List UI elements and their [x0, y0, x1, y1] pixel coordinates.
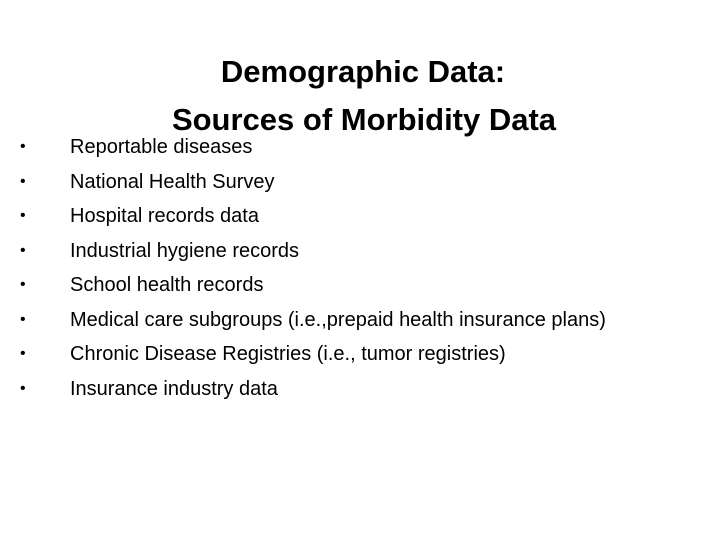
bullet-text: Industrial hygiene records	[70, 239, 300, 262]
bullet-item-medical-care-subgroups	[20, 303, 710, 338]
bullet-item-chronic-disease-registries	[20, 337, 710, 372]
bullet-icon: •	[20, 345, 26, 362]
bullet-icon: •	[20, 241, 26, 259]
bullet-icon: •	[20, 310, 26, 328]
bullet-text: Hospital records data	[70, 205, 259, 227]
bullet-icon: •	[20, 379, 26, 397]
bullet-item-reportable-diseases	[20, 130, 710, 165]
bullet-item-school-health	[20, 268, 710, 303]
bullet-icon: •	[20, 172, 26, 190]
bullet-text: School health records	[70, 274, 264, 296]
bullet-text: Reportable diseases	[70, 136, 253, 158]
bullet-icon: •	[20, 138, 26, 155]
bullet-item-industrial-hygiene	[20, 234, 710, 269]
bullet-item-hospital-records	[20, 199, 710, 234]
slide-title-line-1: Demographic Data:	[220, 54, 506, 89]
bullet-icon: •	[20, 207, 26, 224]
bullet-text: National Health Survey	[70, 170, 275, 193]
bullet-icon: •	[20, 276, 26, 293]
bullet-item-national-health-survey	[20, 165, 710, 200]
bullet-text: Chronic Disease Registries (i.e., tumor registries)	[70, 343, 506, 365]
bullet-list	[20, 130, 710, 406]
bullet-item-insurance-industry	[20, 372, 710, 407]
slide-title-line-2: Sources of Morbidity Data	[171, 102, 557, 137]
bullet-text: Medical care subgroups (i.e.,prepaid health insurance plans)	[70, 308, 606, 331]
bullet-text: Insurance industry data	[70, 377, 278, 400]
